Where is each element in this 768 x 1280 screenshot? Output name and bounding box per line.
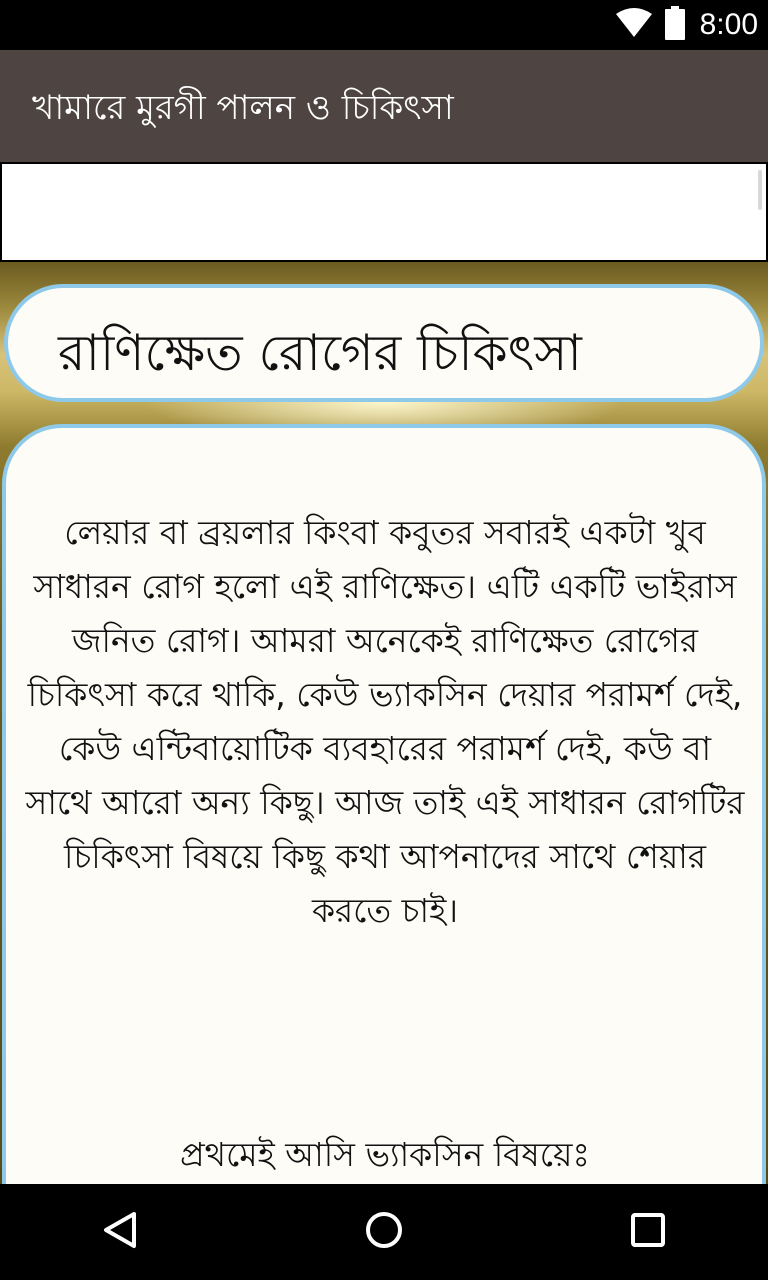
article-paragraph: লেয়ার বা ব্রয়লার কিংবা কবুতর সবারই একটা খুব সাধারন রোগ হলো এই রাণিক্ষেত। এটি একটি ভাইরাস জনিত রোগ। আমরা অনেকেই রাণিক্ষেত রোগের চিকিৎসা করে থাকি, কেউ ভ্যাকসিন দেয়ার পরামর্শ দেই, কেউ এন্টিবায়োটিক ব্যবহারের পরামর্শ দেই, কউ বা সাথে আরো অন্য কিছু। আজ তাই এই সাধারন রোগটির চিকিৎসা বিষয়ে কিছু কথা আপনাদের সাথে শেয়ার করতে চাই।: [25, 513, 745, 930]
ad-scrollbar: [758, 170, 762, 210]
article-title: রাণিক্ষেত রোগের চিকিৎসা: [58, 324, 582, 382]
status-icons: [614, 0, 758, 50]
home-icon: [364, 1210, 404, 1254]
home-button[interactable]: [354, 1202, 414, 1262]
recents-icon: [628, 1210, 668, 1254]
app-title: খামারে মুরগী পালন ও চিকিৎসা: [32, 88, 454, 128]
ad-banner[interactable]: [0, 162, 768, 262]
article-title-card: [4, 284, 764, 402]
navigation-bar: [0, 1184, 768, 1280]
recents-button[interactable]: [618, 1202, 678, 1262]
wifi-icon: [614, 8, 654, 42]
back-icon: [100, 1210, 140, 1254]
article-subheading: প্রথমেই আসি ভ্যাকসিন বিষয়েঃ: [179, 1135, 590, 1174]
battery-icon: [664, 6, 686, 44]
content-area[interactable]: [0, 262, 768, 1184]
status-bar: [0, 0, 768, 50]
back-button[interactable]: [90, 1202, 150, 1262]
article-body-card[interactable]: [2, 424, 766, 1184]
status-time: 8:00: [699, 8, 758, 41]
app-bar: [0, 50, 768, 162]
